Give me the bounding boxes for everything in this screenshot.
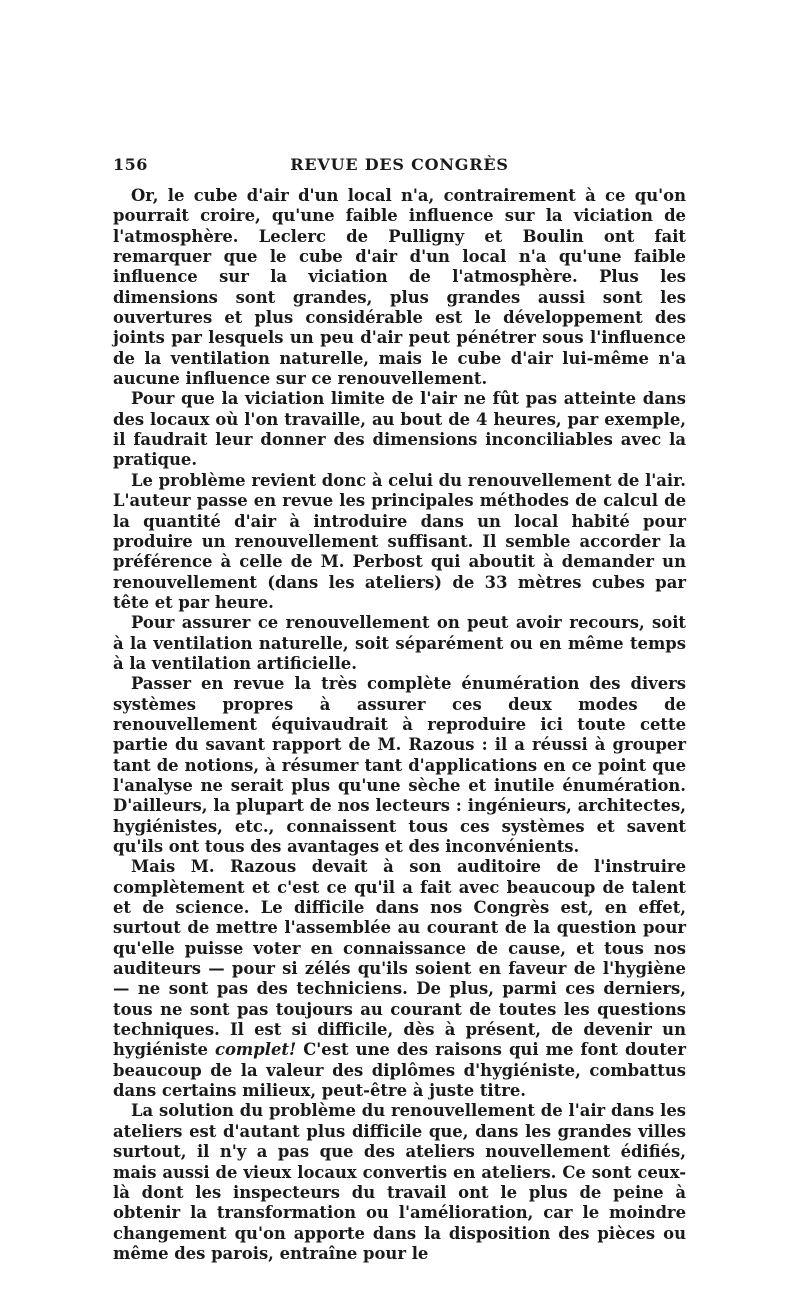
paragraph-with-emphasis <box>113 857 686 1101</box>
running-title: REVUE DES CONGRÈS <box>290 155 509 174</box>
page-number: 156 <box>113 155 148 174</box>
paragraph-text: Mais M. Razous devait à son auditoire de l'instruire complètement et c'est ce qu'il a fait avec beaucoup de talent et de science. Le difficile dans nos Congrès est, en effet, surtout de mettre l'assemblée au courant de la question pour qu'elle puisse voter en connaissance de cause, et tous nos auditeurs — pour si zélés qu'ils soient en faveur de l'hygiène — ne sont pas des techniciens. De plus, parmi ces derniers, tous ne sont pas toujours au courant de toutes les questions techniques. Il est si difficile, dès à présent, de devenir un hygiéniste <box>113 857 686 1060</box>
paragraph: Or, le cube d'air d'un local n'a, contrairement à ce qu'on pourrait croire, qu'une faible influence sur la viciation de l'atmosphère. Leclerc de Pulligny et Boulin ont fait remarquer que le cube d'air d'un local n'a qu'une faible influence sur la viciation de l'atmosphère. Plus les dimensions sont grandes, plus grandes aussi sont les ouvertures et plus considérable est le développement des joints par lesquels un peu d'air peut pénétrer sous l'influence de la ventilation naturelle, mais le cube d'air lui-même n'a aucune influence sur ce renouvellement. <box>113 186 686 389</box>
paragraph: Pour que la viciation limite de l'air ne fût pas atteinte dans des locaux où l'on travaille, au bout de 4 heures, par exemple, il faudrait leur donner des dimensions inconciliables avec la pratique. <box>113 389 686 470</box>
paragraph: Le problème revient donc à celui du renouvellement de l'air. L'auteur passe en revue les principales méthodes de calcul de la quantité d'air à introduire dans un local habité pour produire un renouvellement suffisant. Il semble accorder la préférence à celle de M. Perbost qui aboutit à demander un renouvellement (dans les ateliers) de 33 mètres cubes par tête et par heure. <box>113 470 686 612</box>
paragraph: Pour assurer ce renouvellement on peut avoir recours, soit à la ventilation naturelle, soit séparément ou en même temps à la ventilation artificielle. <box>113 613 686 673</box>
italic-emphasis: complet! <box>215 1040 297 1060</box>
page-header <box>113 155 686 179</box>
paragraph-text-continued: C'est une des raisons qui me font douter beaucoup de la valeur des diplômes d'hygiéniste, combattus dans certains milieux, peut-être à juste titre. <box>113 1040 686 1101</box>
paragraph: La solution du problème du renouvellement de l'air dans les ateliers est d'autant plus difficile que, dans les grandes villes surtout, il n'y a pas que des ateliers nouvellement édifiés, mais aussi de vieux locaux convertis en ateliers. Ce sont ceux-là dont les inspecteurs du travail ont le plus de peine à obtenir la transformation ou l'amélioration, car le moindre changement qu'on apporte dans la disposition des pièces ou même des parois, entraîne pour le <box>113 1101 686 1263</box>
body-text <box>113 186 686 1264</box>
paragraph: Passer en revue la très complète énumération des divers systèmes propres à assurer ces deux modes de renouvellement équivaudrait à reproduire ici toute cette partie du savant rapport de M. Razous : il a réussi à grouper tant de notions, à résumer tant d'applications en ce point que l'analyse ne serait plus qu'une sèche et inutile énumération. D'ailleurs, la plupart de nos lecteurs : ingénieurs, architectes, hygiénistes, etc., connaissent tous ces systèmes et savent qu'ils ont tous des avantages et des inconvénients. <box>113 674 686 856</box>
